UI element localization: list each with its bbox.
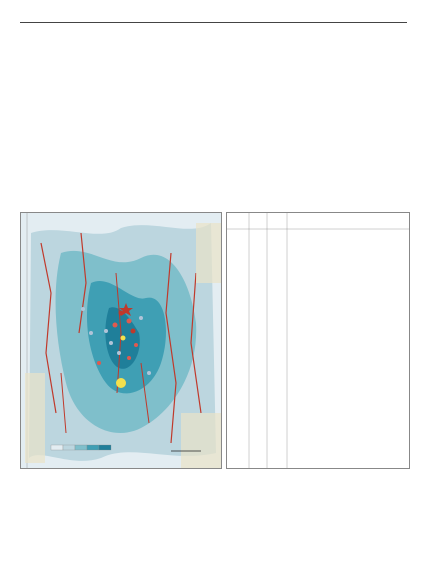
figure-1 xyxy=(20,212,408,482)
header-rule xyxy=(20,22,407,23)
map-panel xyxy=(20,212,222,469)
depth-colorbar xyxy=(51,445,111,450)
page-header xyxy=(20,8,407,22)
strata-chart xyxy=(227,213,409,468)
strata-chart-panel xyxy=(226,212,410,469)
map-svg xyxy=(21,213,221,468)
figure-legend xyxy=(20,482,408,534)
